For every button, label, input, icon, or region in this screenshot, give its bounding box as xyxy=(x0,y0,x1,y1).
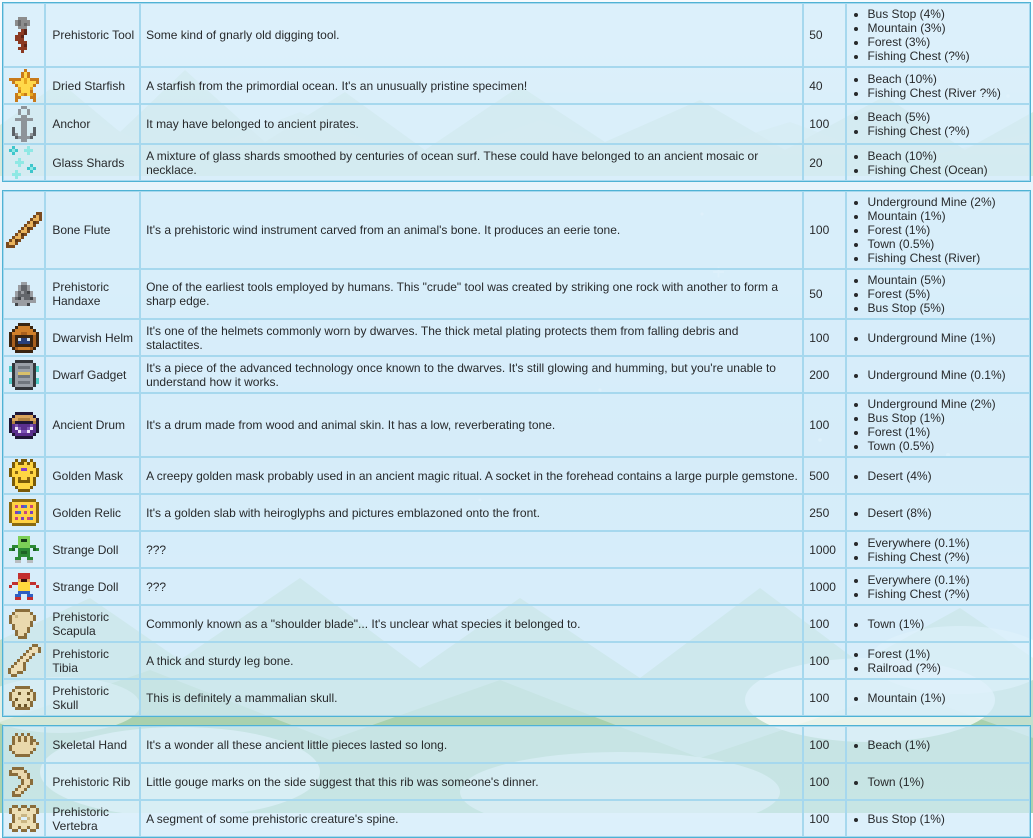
table-row xyxy=(3,144,1030,181)
item-description: It's a wonder all these ancient little pieces lasted so long. xyxy=(140,726,803,763)
table-row xyxy=(3,104,1030,144)
item-locations-cell xyxy=(846,356,1030,393)
strange-doll-yellow-icon xyxy=(9,573,39,600)
item-price: 100 xyxy=(803,605,845,642)
item-price: 100 xyxy=(803,763,845,800)
item-description: Some kind of gnarly old digging tool. xyxy=(140,3,803,67)
item-icon-cell xyxy=(3,457,45,494)
item-description: A mixture of glass shards smoothed by centuries of ocean surf. These could have belonged to an ancient mosaic or necklace. xyxy=(140,144,803,181)
prehistoric-tibia-icon xyxy=(8,644,41,677)
anchor-icon xyxy=(9,106,39,142)
location-item: • Underground Mine (2%) xyxy=(868,397,1027,411)
location-item: • Desert (8%) xyxy=(868,506,1027,520)
location-item: • Bus Stop (5%) xyxy=(868,301,1027,315)
item-icon-cell xyxy=(3,494,45,531)
table-row xyxy=(3,67,1030,104)
location-list xyxy=(849,774,1027,790)
location-list xyxy=(849,367,1027,383)
location-item: • Town (0.5%) xyxy=(868,439,1027,453)
table-row xyxy=(3,568,1030,605)
location-item: • Beach (1%) xyxy=(868,738,1027,752)
item-price: 100 xyxy=(803,679,845,716)
table-row xyxy=(3,763,1030,800)
ancient-drum-icon xyxy=(9,412,39,439)
item-description: It's a prehistoric wind instrument carved from an animal's bone. It produces an eerie tone. xyxy=(140,191,803,269)
dwarvish-helm-icon xyxy=(9,323,39,353)
item-name: Ancient Drum xyxy=(45,393,140,457)
item-name: Strange Doll xyxy=(45,568,140,605)
artifact-table xyxy=(2,190,1031,717)
table-row xyxy=(3,494,1030,531)
item-name: Prehistoric Handaxe xyxy=(45,269,140,319)
prehistoric-rib-icon xyxy=(9,767,39,797)
table-row xyxy=(3,531,1030,568)
item-icon-cell xyxy=(3,356,45,393)
location-item: • Underground Mine (2%) xyxy=(868,195,1027,209)
item-name: Prehistoric Scapula xyxy=(45,605,140,642)
dwarf-gadget-icon xyxy=(9,360,39,390)
table-row xyxy=(3,3,1030,67)
item-price: 50 xyxy=(803,3,845,67)
prehistoric-tool-icon xyxy=(9,17,39,53)
item-locations-cell xyxy=(846,605,1030,642)
location-item: • Everywhere (0.1%) xyxy=(868,536,1027,550)
location-item: • Forest (5%) xyxy=(868,287,1027,301)
item-icon-cell xyxy=(3,642,45,679)
location-item: • Bus Stop (1%) xyxy=(868,411,1027,425)
location-list xyxy=(849,109,1027,139)
item-description: One of the earliest tools employed by humans. This "crude" tool was created by striking one rock with another to form a sharp edge. xyxy=(140,269,803,319)
location-item: • Mountain (1%) xyxy=(868,691,1027,705)
location-item: • Fishing Chest (River) xyxy=(868,251,1027,265)
table-row xyxy=(3,269,1030,319)
location-list xyxy=(849,505,1027,521)
location-list xyxy=(849,646,1027,676)
item-name: Prehistoric Rib xyxy=(45,763,140,800)
item-price: 20 xyxy=(803,144,845,181)
item-price: 1000 xyxy=(803,531,845,568)
item-name: Prehistoric Tool xyxy=(45,3,140,67)
location-list xyxy=(849,194,1027,266)
item-name: Prehistoric Tibia xyxy=(45,642,140,679)
table-row xyxy=(3,457,1030,494)
golden-relic-icon xyxy=(9,499,39,526)
item-name: Golden Relic xyxy=(45,494,140,531)
location-list xyxy=(849,690,1027,706)
item-price: 100 xyxy=(803,642,845,679)
item-price: 200 xyxy=(803,356,845,393)
item-icon-cell xyxy=(3,679,45,716)
item-description: A segment of some prehistoric creature's spine. xyxy=(140,800,803,837)
location-item: • Forest (1%) xyxy=(868,425,1027,439)
location-item: • Town (1%) xyxy=(868,775,1027,789)
item-price: 100 xyxy=(803,104,845,144)
item-icon-cell xyxy=(3,319,45,356)
item-description: It's a drum made from wood and animal skin. It has a low, reverberating tone. xyxy=(140,393,803,457)
location-item: • Town (0.5%) xyxy=(868,237,1027,251)
bone-flute-icon xyxy=(6,212,42,248)
location-list xyxy=(849,396,1027,454)
item-description: It may have belonged to ancient pirates. xyxy=(140,104,803,144)
glass-shards-icon xyxy=(9,146,39,179)
item-price: 1000 xyxy=(803,568,845,605)
item-description: It's one of the helmets commonly worn by dwarves. The thick metal plating protects them from falling debris and stalactites. xyxy=(140,319,803,356)
item-locations-cell xyxy=(846,144,1030,181)
item-price: 100 xyxy=(803,726,845,763)
item-icon-cell xyxy=(3,393,45,457)
item-name: Dried Starfish xyxy=(45,67,140,104)
item-icon-cell xyxy=(3,269,45,319)
item-icon-cell xyxy=(3,67,45,104)
location-item: • Forest (1%) xyxy=(868,223,1027,237)
table-row xyxy=(3,191,1030,269)
location-list xyxy=(849,148,1027,178)
item-locations-cell xyxy=(846,726,1030,763)
location-item: • Fishing Chest (River ?%) xyxy=(868,86,1027,100)
location-item: • Mountain (1%) xyxy=(868,209,1027,223)
item-name: Glass Shards xyxy=(45,144,140,181)
item-locations-cell xyxy=(846,3,1030,67)
item-price: 100 xyxy=(803,800,845,837)
location-item: • Mountain (3%) xyxy=(868,21,1027,35)
location-item: • Fishing Chest (?%) xyxy=(868,587,1027,601)
item-locations-cell xyxy=(846,319,1030,356)
item-locations-cell xyxy=(846,568,1030,605)
item-description: A creepy golden mask probably used in an ancient magic ritual. A socket in the forehead contains a large purple gemstone. xyxy=(140,457,803,494)
location-item: • Fishing Chest (?%) xyxy=(868,124,1027,138)
item-icon-cell xyxy=(3,726,45,763)
strange-doll-green-icon xyxy=(9,536,39,563)
item-locations-cell xyxy=(846,457,1030,494)
item-description: Little gouge marks on the side suggest that this rib was someone's dinner. xyxy=(140,763,803,800)
item-name: Dwarf Gadget xyxy=(45,356,140,393)
table-row xyxy=(3,393,1030,457)
location-item: • Fishing Chest (?%) xyxy=(868,49,1027,63)
item-locations-cell xyxy=(846,393,1030,457)
location-item: • Bus Stop (1%) xyxy=(868,812,1027,826)
item-locations-cell xyxy=(846,191,1030,269)
item-name: Dwarvish Helm xyxy=(45,319,140,356)
artifact-table xyxy=(2,2,1031,182)
prehistoric-scapula-icon xyxy=(9,609,39,639)
item-description: This is definitely a mammalian skull. xyxy=(140,679,803,716)
location-item: • Fishing Chest (?%) xyxy=(868,550,1027,564)
item-price: 50 xyxy=(803,269,845,319)
item-description: ??? xyxy=(140,531,803,568)
location-list xyxy=(849,737,1027,753)
item-description: Commonly known as a "shoulder blade"... It's unclear what species it belonged to. xyxy=(140,605,803,642)
item-name: Prehistoric Vertebra xyxy=(45,800,140,837)
location-list xyxy=(849,468,1027,484)
item-locations-cell xyxy=(846,642,1030,679)
item-locations-cell xyxy=(846,763,1030,800)
item-price: 250 xyxy=(803,494,845,531)
item-icon-cell xyxy=(3,191,45,269)
item-icon-cell xyxy=(3,800,45,837)
location-list xyxy=(849,616,1027,632)
table-row xyxy=(3,605,1030,642)
item-description: It's a piece of the advanced technology once known to the dwarves. It's still glowing and humming, but you're unable to understand how it works. xyxy=(140,356,803,393)
item-icon-cell xyxy=(3,104,45,144)
prehistoric-handaxe-icon xyxy=(9,282,39,306)
item-icon-cell xyxy=(3,144,45,181)
item-price: 500 xyxy=(803,457,845,494)
prehistoric-vertebra-icon xyxy=(9,805,39,832)
table-row xyxy=(3,319,1030,356)
item-name: Strange Doll xyxy=(45,531,140,568)
golden-mask-icon xyxy=(9,459,39,492)
item-name: Prehistoric Skull xyxy=(45,679,140,716)
location-item: • Fishing Chest (Ocean) xyxy=(868,163,1027,177)
location-item: • Beach (10%) xyxy=(868,72,1027,86)
location-item: • Underground Mine (1%) xyxy=(868,331,1027,345)
location-list xyxy=(849,572,1027,602)
item-locations-cell xyxy=(846,531,1030,568)
location-list xyxy=(849,272,1027,316)
item-icon-cell xyxy=(3,763,45,800)
item-icon-cell xyxy=(3,531,45,568)
item-price: 100 xyxy=(803,319,845,356)
item-name: Skeletal Hand xyxy=(45,726,140,763)
item-locations-cell xyxy=(846,494,1030,531)
item-icon-cell xyxy=(3,605,45,642)
prehistoric-skull-icon xyxy=(9,686,39,710)
location-item: • Beach (10%) xyxy=(868,149,1027,163)
item-locations-cell xyxy=(846,67,1030,104)
location-list xyxy=(849,71,1027,101)
table-row xyxy=(3,726,1030,763)
item-description: ??? xyxy=(140,568,803,605)
location-item: • Bus Stop (4%) xyxy=(868,7,1027,21)
item-locations-cell xyxy=(846,800,1030,837)
item-name: Bone Flute xyxy=(45,191,140,269)
location-list xyxy=(849,535,1027,565)
location-list xyxy=(849,6,1027,64)
location-item: • Everywhere (0.1%) xyxy=(868,573,1027,587)
location-item: • Underground Mine (0.1%) xyxy=(868,368,1027,382)
item-description: It's a golden slab with heiroglyphs and pictures emblazoned onto the front. xyxy=(140,494,803,531)
item-icon-cell xyxy=(3,568,45,605)
table-row xyxy=(3,800,1030,837)
item-name: Golden Mask xyxy=(45,457,140,494)
location-item: • Beach (5%) xyxy=(868,110,1027,124)
location-item: • Forest (3%) xyxy=(868,35,1027,49)
artifact-table xyxy=(2,725,1031,838)
location-item: • Mountain (5%) xyxy=(868,273,1027,287)
dried-starfish-icon xyxy=(9,69,39,102)
table-row xyxy=(3,356,1030,393)
item-icon-cell xyxy=(3,3,45,67)
item-price: 40 xyxy=(803,67,845,104)
item-locations-cell xyxy=(846,679,1030,716)
item-price: 100 xyxy=(803,393,845,457)
location-item: • Town (1%) xyxy=(868,617,1027,631)
item-locations-cell xyxy=(846,269,1030,319)
location-item: • Railroad (?%) xyxy=(868,661,1027,675)
item-description: A starfish from the primordial ocean. It's an unusually pristine specimen! xyxy=(140,67,803,104)
item-locations-cell xyxy=(846,104,1030,144)
table-row xyxy=(3,642,1030,679)
item-price: 100 xyxy=(803,191,845,269)
location-list xyxy=(849,330,1027,346)
location-item: • Forest (1%) xyxy=(868,647,1027,661)
skeletal-hand-icon xyxy=(9,733,39,757)
item-description: A thick and sturdy leg bone. xyxy=(140,642,803,679)
table-row xyxy=(3,679,1030,716)
location-item: • Desert (4%) xyxy=(868,469,1027,483)
item-name: Anchor xyxy=(45,104,140,144)
